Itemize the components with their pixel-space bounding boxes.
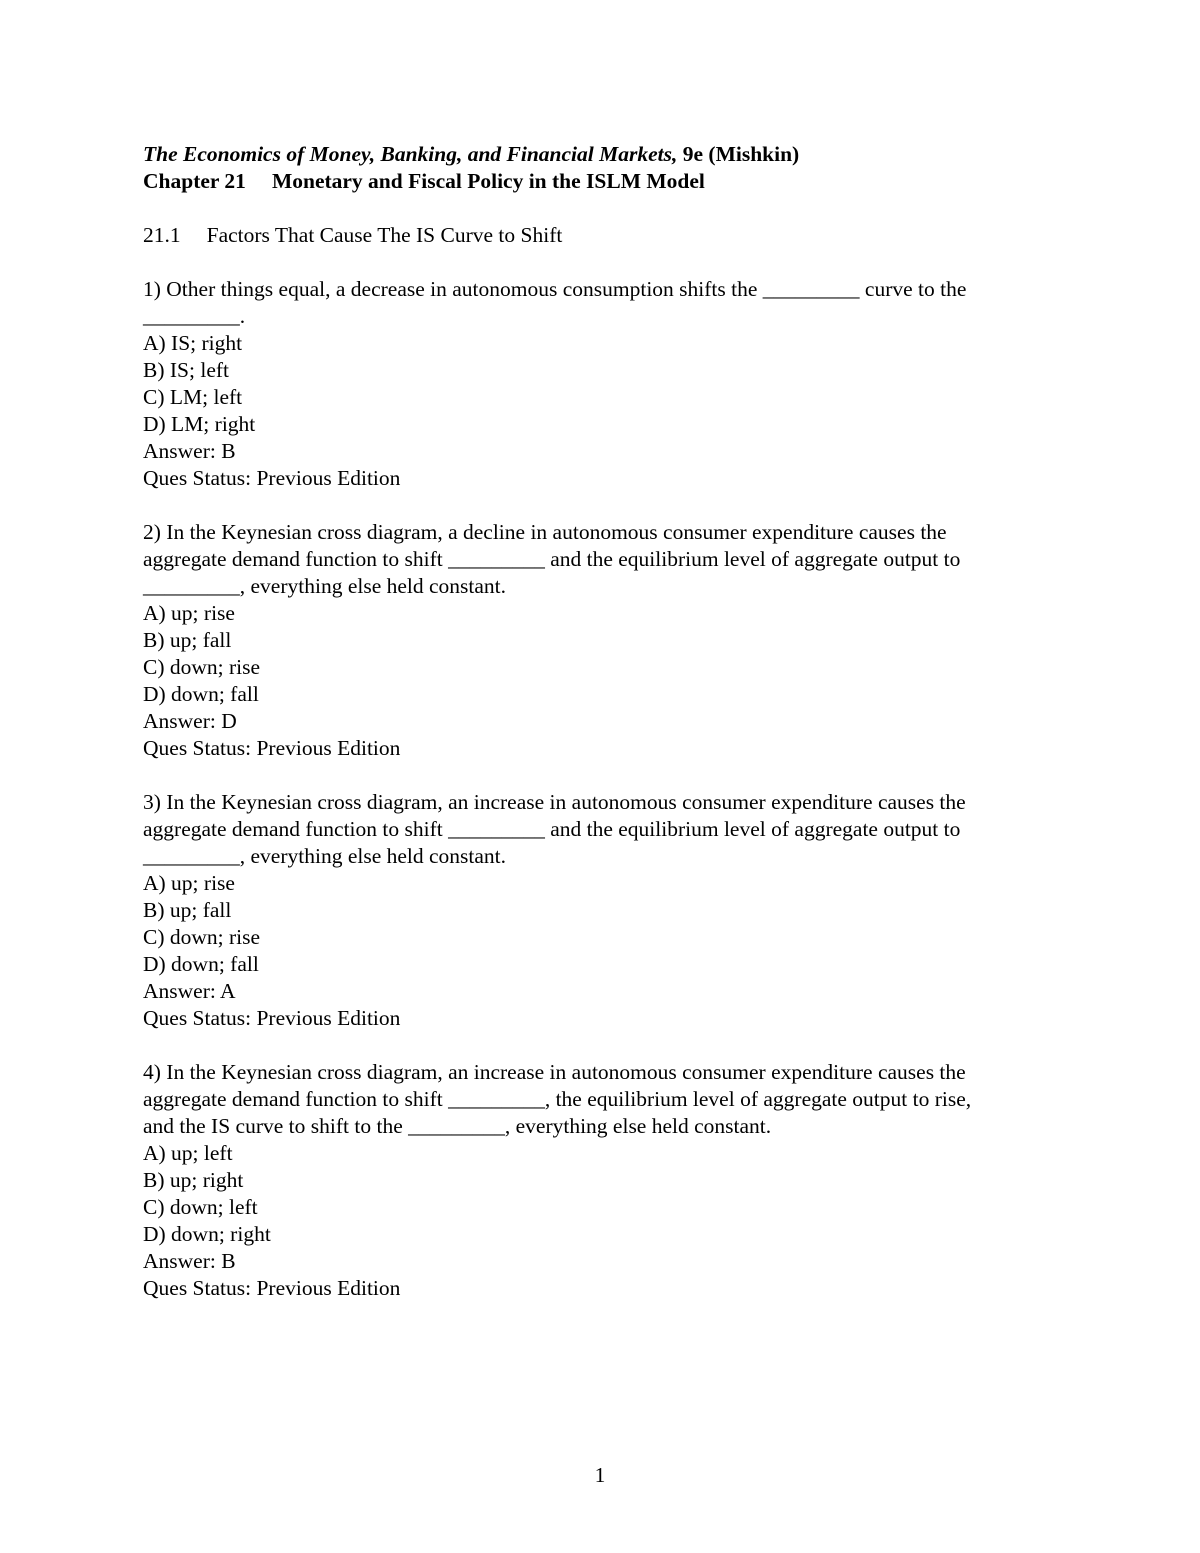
answer-choice: A) up; left bbox=[143, 1141, 233, 1165]
question-stem-line: 4) In the Keynesian cross diagram, an increase in autonomous consumer expenditure causes the bbox=[143, 1060, 966, 1084]
answer-key: Answer: D bbox=[143, 709, 237, 733]
answer-choice: C) down; left bbox=[143, 1195, 258, 1219]
question-item bbox=[143, 789, 1063, 1032]
question-stem-line: _________. bbox=[143, 304, 246, 328]
answer-choice: A) up; rise bbox=[143, 601, 235, 625]
answer-key: Answer: A bbox=[143, 979, 236, 1003]
question-stem-line: aggregate demand function to shift _________ and the equilibrium level of aggregate output to bbox=[143, 547, 961, 571]
question-stem-line: aggregate demand function to shift _________, the equilibrium level of aggregate output to rise, bbox=[143, 1087, 972, 1111]
question-list bbox=[143, 276, 1063, 1302]
book-title: The Economics of Money, Banking, and Financial Markets, bbox=[143, 142, 678, 166]
answer-key: Answer: B bbox=[143, 439, 236, 463]
question-status: Ques Status: Previous Edition bbox=[143, 1276, 401, 1300]
chapter-label: Chapter 21 bbox=[143, 169, 246, 193]
chapter-title: Monetary and Fiscal Policy in the ISLM Model bbox=[271, 169, 705, 193]
question-item bbox=[143, 519, 1063, 762]
answer-choice: C) LM; left bbox=[143, 385, 243, 409]
answer-choice: C) down; rise bbox=[143, 655, 261, 679]
question-item bbox=[143, 1059, 1063, 1302]
question-stem-line: _________, everything else held constant. bbox=[143, 844, 507, 868]
section-title: Factors That Cause The IS Curve to Shift bbox=[206, 223, 563, 247]
chapter-title-line bbox=[143, 168, 1063, 195]
answer-choice: B) up; right bbox=[143, 1168, 244, 1192]
answer-choice: D) LM; right bbox=[143, 412, 256, 436]
question-stem-line: and the IS curve to shift to the _________, everything else held constant. bbox=[143, 1114, 772, 1138]
section-heading bbox=[143, 222, 1063, 249]
answer-choice: D) down; fall bbox=[143, 682, 259, 706]
question-stem-line: 2) In the Keynesian cross diagram, a decline in autonomous consumer expenditure causes the bbox=[143, 520, 947, 544]
answer-choice: D) down; right bbox=[143, 1222, 271, 1246]
question-stem-line: 3) In the Keynesian cross diagram, an increase in autonomous consumer expenditure causes the bbox=[143, 790, 966, 814]
answer-choice: B) IS; left bbox=[143, 358, 229, 382]
question-stem bbox=[143, 1059, 1063, 1140]
question-status: Ques Status: Previous Edition bbox=[143, 466, 401, 490]
answer-choice: A) up; rise bbox=[143, 871, 235, 895]
question-status: Ques Status: Previous Edition bbox=[143, 736, 401, 760]
question-stem bbox=[143, 519, 1063, 600]
answer-choice: A) IS; right bbox=[143, 331, 243, 355]
document-page bbox=[143, 141, 1063, 1302]
answer-choice: D) down; fall bbox=[143, 952, 259, 976]
question-stem-line: _________, everything else held constant. bbox=[143, 574, 507, 598]
answer-choice: B) up; fall bbox=[143, 898, 232, 922]
book-edition: 9e (Mishkin) bbox=[677, 142, 800, 166]
question-stem bbox=[143, 789, 1063, 870]
section-number: 21.1 bbox=[143, 223, 181, 247]
question-stem-line: 1) Other things equal, a decrease in autonomous consumption shifts the _________ curve to the bbox=[143, 277, 967, 301]
answer-choice: B) up; fall bbox=[143, 628, 232, 652]
answer-choice: C) down; rise bbox=[143, 925, 261, 949]
question-stem-line: aggregate demand function to shift _________ and the equilibrium level of aggregate output to bbox=[143, 817, 961, 841]
page-number: 1 bbox=[594, 1463, 606, 1487]
question-status: Ques Status: Previous Edition bbox=[143, 1006, 401, 1030]
answer-key: Answer: B bbox=[143, 1249, 236, 1273]
question-item bbox=[143, 276, 1063, 492]
book-title-line bbox=[143, 141, 1063, 168]
question-stem bbox=[143, 276, 1063, 330]
